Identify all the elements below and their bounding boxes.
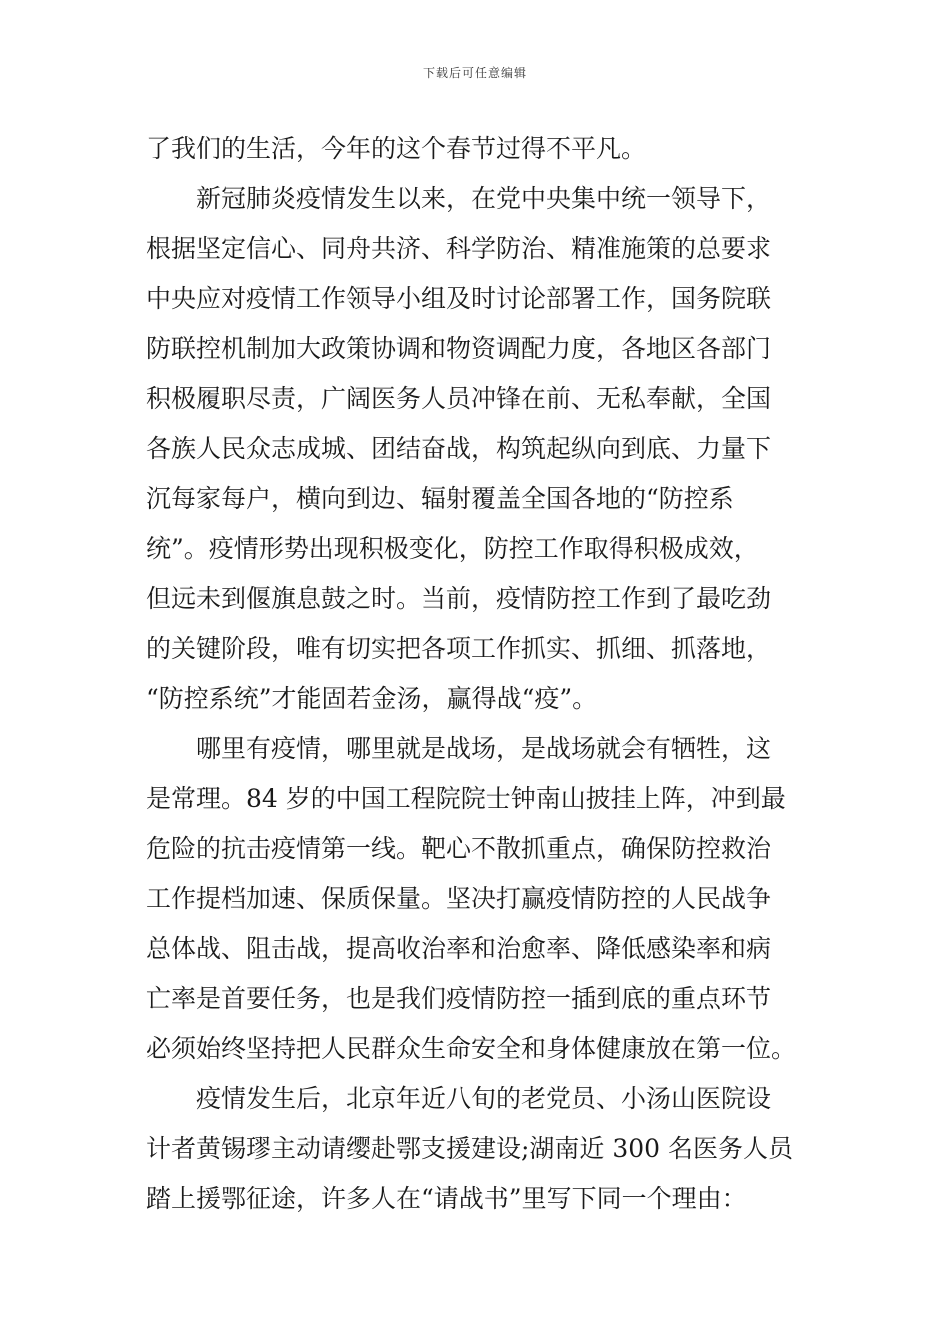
text-line: 踏上援鄂征途，许多人在“请战书”里写下同一个理由： bbox=[146, 1184, 747, 1213]
text-line: 但远未到偃旗息鼓之时。当前，疫情防控工作到了最吃劲 bbox=[146, 584, 772, 613]
text-line: 统”。疫情形势出现积极变化，防控工作取得积极成效， bbox=[146, 534, 759, 563]
text-line: 了我们的生活，今年的这个春节过得不平凡。 bbox=[146, 134, 647, 163]
text-line: 亡率是首要任务，也是我们疫情防控一插到底的重点环节 bbox=[146, 984, 772, 1013]
text-line: 哪里有疫情，哪里就是战场，是战场就会有牺牲，这 bbox=[196, 734, 772, 763]
text-line: 是常理。84 岁的中国工程院院士钟南山披挂上阵，冲到最 bbox=[146, 784, 786, 813]
text-line: 疫情发生后，北京年近八旬的老党员、小汤山医院设 bbox=[196, 1084, 772, 1113]
text-line: 根据坚定信心、同舟共济、科学防治、精准施策的总要求 bbox=[146, 234, 772, 263]
text-line: 工作提档加速、保质保量。坚决打赢疫情防控的人民战争 bbox=[146, 884, 772, 913]
text-line: 的关键阶段，唯有切实把各项工作抓实、抓细、抓落地， bbox=[146, 634, 772, 663]
document-body bbox=[146, 124, 806, 1224]
text-line: 危险的抗击疫情第一线。靶心不散抓重点，确保防控救治 bbox=[146, 834, 772, 863]
text-line: 沉每家每户，横向到边、辐射覆盖全国各地的“防控系 bbox=[146, 484, 734, 513]
text-line: 必须始终坚持把人民群众生命安全和身体健康放在第一位。 bbox=[146, 1034, 797, 1063]
text-line: 新冠肺炎疫情发生以来，在党中央集中统一领导下， bbox=[196, 184, 772, 213]
text-line: 计者黄锡璆主动请缨赴鄂支援建设;湖南近 300 名医务人员 bbox=[146, 1134, 794, 1163]
page-header: 下载后可任意编辑 bbox=[422, 66, 527, 80]
text-line: 防联控机制加大政策协调和物资调配力度，各地区各部门 bbox=[146, 334, 772, 363]
text-line: 总体战、阻击战，提高收治率和治愈率、降低感染率和病 bbox=[146, 934, 772, 963]
text-line: 各族人民众志成城、团结奋战，构筑起纵向到底、力量下 bbox=[146, 434, 772, 463]
text-line: “防控系统”才能固若金汤，赢得战“疫”。 bbox=[146, 684, 598, 713]
text-line: 积极履职尽责，广阔医务人员冲锋在前、无私奉献，全国 bbox=[146, 384, 772, 413]
text-line: 中央应对疫情工作领导小组及时讨论部署工作，国务院联 bbox=[146, 284, 772, 313]
